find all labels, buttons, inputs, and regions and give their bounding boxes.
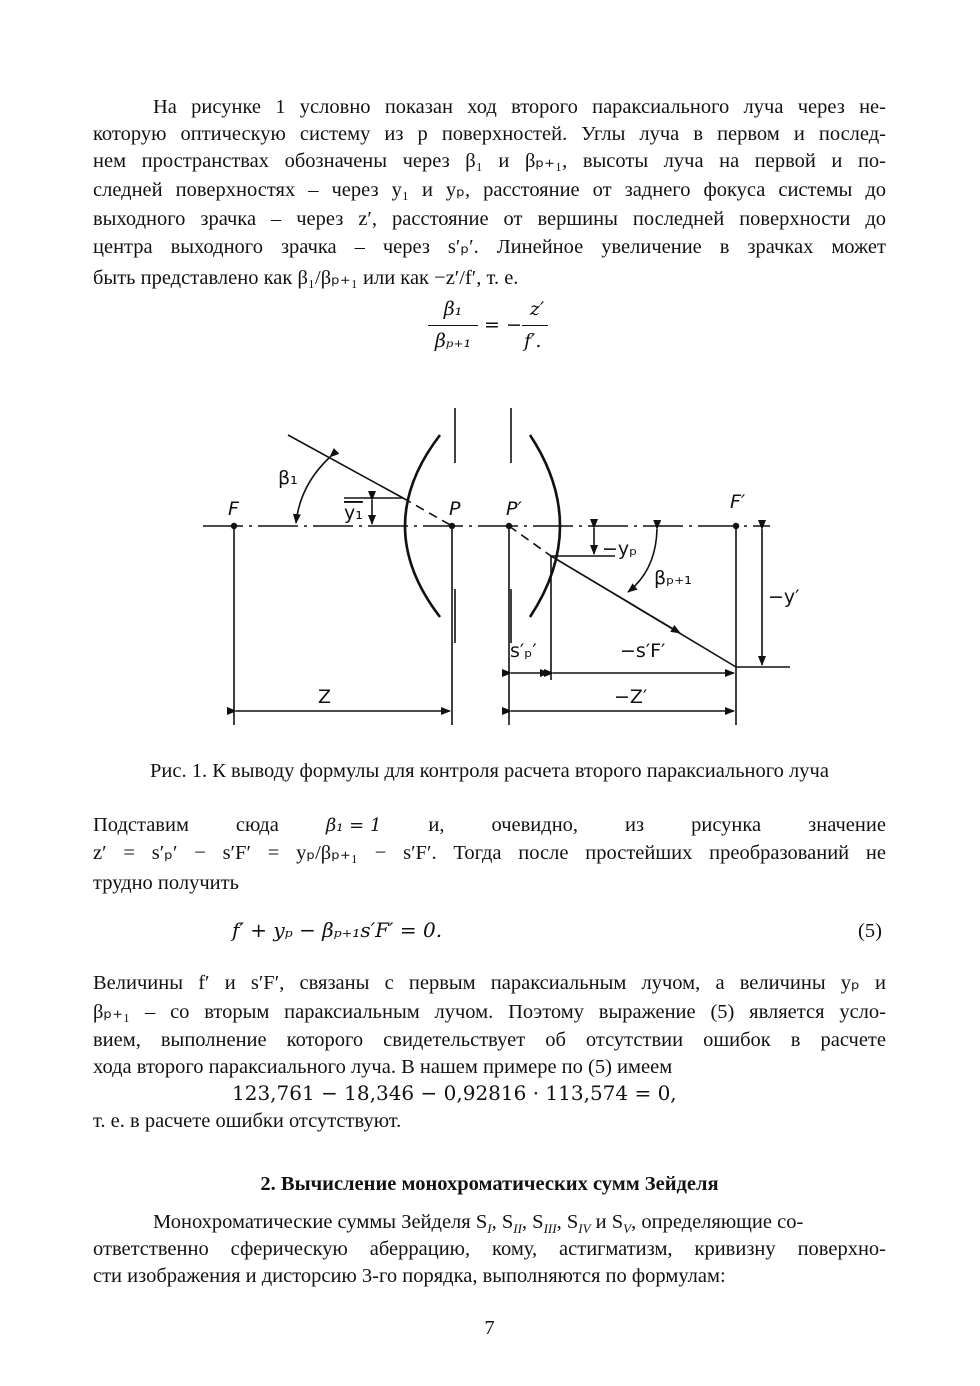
para4-sub-4: IV	[578, 1221, 591, 1237]
label-minus-sFprime: −s′F′	[620, 640, 666, 662]
para2-word-7: рисунка	[691, 814, 762, 836]
para1-line-1: На рисунке 1 условно показан ход второго параксиального луча через не-	[153, 96, 886, 118]
para4-text-3: , S	[521, 1211, 544, 1233]
Pprime-point	[506, 523, 512, 529]
label-minus-Zprime: −Z′	[614, 686, 648, 708]
para3-line-4: хода второго параксиального луча. В нашем примере по (5) имеем	[93, 1056, 673, 1078]
para3-end: т. е. в расчете ошибки отсутствуют.	[93, 1110, 402, 1132]
section-title: 2. Вычисление монохроматических сумм Зейделя	[260, 1173, 719, 1195]
label-beta-p1: βₚ₊₁	[654, 567, 692, 589]
para4-sub-1: I	[487, 1221, 492, 1237]
para4-sub-3: III	[543, 1221, 557, 1237]
label-s-pprime: s′ₚ′	[510, 640, 537, 662]
para4-line-3: сти изображения и дисторсию 3-го порядка, выполняются по формулам:	[93, 1265, 726, 1287]
label-Pprime: P′	[506, 498, 522, 520]
label-minus-yprime: −y′	[768, 586, 800, 608]
P-point	[449, 523, 455, 529]
para4-text-1: Монохроматические суммы Зейделя S	[153, 1211, 488, 1233]
figure-caption: Рис. 1. К выводу формулы для контроля расчета второго параксиального луча	[150, 760, 829, 782]
para4-text-4: , S	[556, 1211, 579, 1233]
beta1-arc	[296, 457, 330, 523]
para4-sub-5: V	[623, 1221, 632, 1237]
formula-example: 123,761 − 18,346 − 0,92816 · 113,574 = 0,	[232, 1081, 677, 1105]
label-y1: y₁	[344, 502, 363, 524]
para2-word-3: β₁ = 1	[325, 815, 382, 836]
formula1-lhs-numerator: β₁	[443, 298, 463, 320]
label-minus-yp: −yₚ	[602, 538, 638, 560]
para1-line-7: быть представлено как β₁/βₚ₊₁ или как −z′/f′, т. е.	[93, 267, 519, 289]
para4-sub-2: II	[513, 1221, 522, 1237]
para2-line-1	[93, 812, 886, 839]
formula1-lhs-bar	[428, 325, 478, 326]
para2-word-6: из	[625, 814, 645, 836]
label-beta1: β₁	[278, 467, 298, 489]
para4-text-6: , определяющие со-	[631, 1211, 804, 1233]
para3-line-2: βₚ₊₁ – со вторым параксиальным лучом. Поэтому выражение (5) является усло-	[93, 1001, 886, 1023]
incoming-ray-extension	[403, 498, 452, 526]
formula1-lhs-denominator: βₚ₊₁	[434, 330, 472, 352]
formula1-rhs-bar	[522, 325, 548, 326]
para1-line-5: выходного зрачка – через z′, расстояние от вершины последней поверхности до	[93, 208, 886, 230]
para2-word-4: и,	[428, 814, 445, 836]
para2-word-1: Подставим	[93, 814, 189, 836]
para2-line-3: трудно получить	[93, 872, 239, 894]
label-F: F	[228, 498, 239, 520]
para2-word-8: значение	[808, 814, 886, 836]
para1-line-6: центра выходного зрачка – через s′ₚ′. Линейное увеличение в зрачках может	[93, 236, 886, 258]
F-point	[231, 523, 237, 529]
formula1-rhs-denominator: f′.	[524, 330, 542, 352]
para4-text-5: и S	[590, 1211, 624, 1233]
formula-5: f′ + yₚ − βₚ₊₁s′F′ = 0.	[232, 918, 443, 942]
para3-line-3: вием, выполнение которого свидетельствует об отсутствии ошибок в расчете	[93, 1029, 886, 1051]
label-Fprime: F′	[730, 491, 746, 513]
para1-line-4: следней поверхностях – через y₁ и yₚ, расстояние от заднего фокуса системы до	[93, 179, 886, 201]
optical-diagram	[0, 395, 980, 735]
page-number: 7	[484, 1317, 495, 1339]
para2-line-2: z′ = s′ₚ′ − s′F′ = yₚ/βₚ₊₁ − s′F′. Тогда после простейших преобразований не	[93, 842, 886, 864]
label-Z: Z	[318, 686, 332, 708]
para1-line-2: которую оптическую систему из p поверхностей. Углы луча в первом и послед-	[93, 123, 886, 145]
para3-line-1: Величины f′ и s′F′, связаны с первым параксиальным лучом, а величины yₚ и	[93, 972, 886, 994]
formula1-rhs-numerator: z′	[529, 298, 545, 320]
formula-5-number: (5)	[858, 920, 882, 942]
para2-word-2: сюда	[235, 814, 279, 836]
Fprime-point	[733, 523, 739, 529]
formula1-equals: = −	[484, 314, 522, 336]
para4-text-2: , S	[491, 1211, 514, 1233]
outgoing-ray-extension	[509, 526, 551, 556]
para1-line-3: нем пространствах обозначены через β₁ и βₚ₊₁, высоты луча на первой и по-	[93, 150, 886, 172]
label-P: P	[449, 498, 461, 520]
para2-word-5: очевидно,	[491, 814, 579, 836]
para4-line-2: ответственно сферическую аберрацию, кому, астигматизм, кривизну поверхно-	[93, 1238, 886, 1260]
